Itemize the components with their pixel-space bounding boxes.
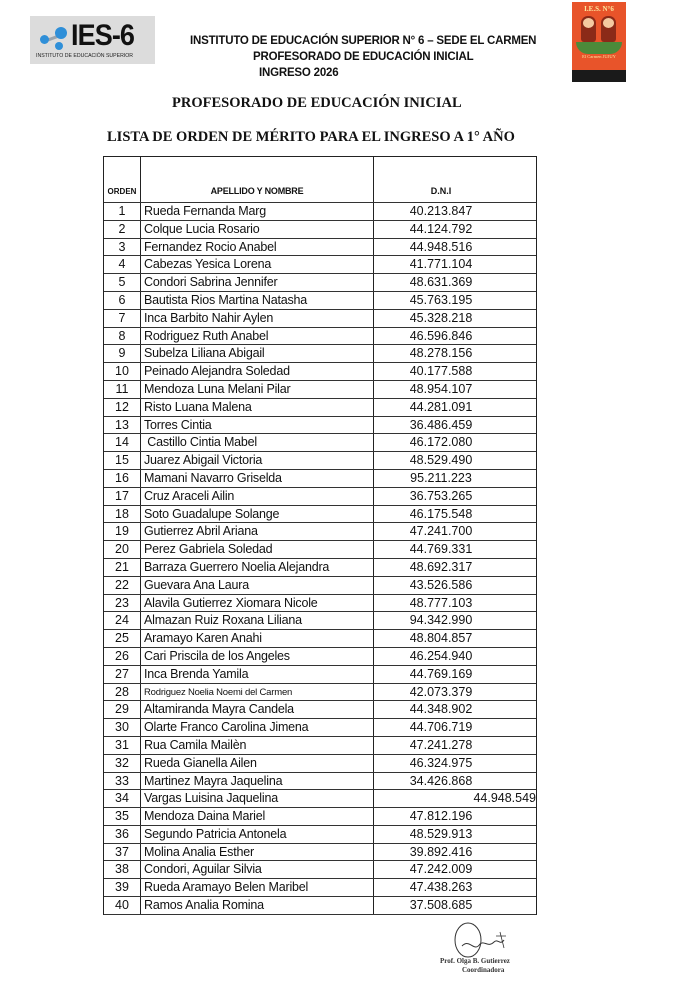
- orden-cell: 26: [104, 648, 141, 665]
- dni-cell: 42.073.379: [409, 684, 473, 699]
- table-row: [104, 701, 536, 719]
- table-row: [104, 808, 536, 826]
- table-header-row: [104, 157, 536, 203]
- crest-caption: El Carmen JUJUY: [582, 54, 616, 59]
- nombre-cell: Olarte Franco Carolina Jimena: [141, 719, 374, 736]
- dni-cell: 36.486.459: [409, 417, 473, 432]
- dni-cell: 95.211.223: [410, 470, 472, 485]
- nombre-cell: Vargas Luisina Jaquelina: [141, 790, 374, 807]
- table-row: [104, 541, 536, 559]
- dni-cell: 44.124.792: [409, 221, 473, 236]
- nombre-cell: Inca Brenda Yamila: [141, 666, 374, 683]
- program-name: PROFESORADO DE EDUCACIÓN INICIAL: [253, 51, 474, 63]
- table-row: [104, 790, 536, 808]
- dni-cell: 47.812.196: [409, 809, 473, 824]
- orden-cell: 13: [104, 417, 141, 434]
- nombre-cell: Condori, Aguilar Silvia: [141, 861, 374, 878]
- table-row: [104, 648, 536, 666]
- nombre-cell: Cruz Araceli Ailin: [141, 488, 374, 505]
- table-row: [104, 434, 536, 452]
- children-illustration-icon: [581, 16, 617, 44]
- nombre-cell: Mendoza Daina Mariel: [141, 808, 374, 825]
- nombre-cell: Martinez Mayra Jaquelina: [141, 773, 374, 790]
- nombre-cell: Rueda Gianella Ailen: [141, 755, 374, 772]
- nombre-cell: Perez Gabriela Soledad: [141, 541, 374, 558]
- orden-cell: 17: [104, 488, 141, 505]
- table-row: [104, 470, 536, 488]
- dni-cell: 44.769.169: [409, 666, 473, 681]
- nombre-cell: Rueda Aramayo Belen Maribel: [141, 879, 374, 896]
- orden-cell: 16: [104, 470, 141, 487]
- crest-base: [572, 70, 626, 82]
- orden-cell: 36: [104, 826, 141, 843]
- orden-cell: 39: [104, 879, 141, 896]
- dni-cell: 94.342.990: [409, 613, 473, 628]
- orden-cell: 40: [104, 897, 141, 914]
- table-row: [104, 292, 536, 310]
- table-row: [104, 559, 536, 577]
- column-header-dni: D.N.I: [430, 186, 452, 196]
- table-row: [104, 523, 536, 541]
- table-row: [104, 452, 536, 470]
- dni-cell: 39.892.416: [409, 844, 473, 859]
- orden-cell: 21: [104, 559, 141, 576]
- nombre-cell: Mendoza Luna Melani Pilar: [141, 381, 374, 398]
- orden-cell: 28: [104, 684, 141, 701]
- table-row: [104, 239, 536, 257]
- table-row: [104, 577, 536, 595]
- orden-cell: 15: [104, 452, 141, 469]
- orden-cell: 2: [104, 221, 141, 238]
- nombre-cell: Condori Sabrina Jennifer: [141, 274, 374, 291]
- admission-year: INGRESO 2026: [259, 67, 339, 79]
- orden-cell: 18: [104, 506, 141, 523]
- nombre-cell: Bautista Rios Martina Natasha: [141, 292, 374, 309]
- orden-cell: 12: [104, 399, 141, 416]
- orden-cell: 34: [104, 790, 141, 807]
- table-row: [104, 310, 536, 328]
- orden-cell: 29: [104, 701, 141, 718]
- orden-cell: 1: [104, 203, 141, 220]
- orden-cell: 14: [104, 434, 141, 451]
- dni-cell: 44.769.331: [409, 542, 473, 557]
- dni-cell: 41.771.104: [409, 257, 473, 272]
- dni-cell: 46.324.975: [409, 755, 473, 770]
- dni-cell: 46.254.940: [409, 648, 473, 663]
- dni-cell: 48.777.103: [409, 595, 473, 610]
- table-row: [104, 363, 536, 381]
- table-row: [104, 203, 536, 221]
- table-row: [104, 737, 536, 755]
- dni-cell: 45.328.218: [409, 310, 473, 325]
- dni-cell: 48.529.913: [409, 826, 473, 841]
- dni-cell: 48.631.369: [409, 275, 473, 290]
- table-row: [104, 274, 536, 292]
- table-row: [104, 256, 536, 274]
- table-row: [104, 328, 536, 346]
- orden-cell: 6: [104, 292, 141, 309]
- nombre-cell: Cari Priscila de los Angeles: [141, 648, 374, 665]
- nombre-cell: Barraza Guerrero Noelia Alejandra: [141, 559, 374, 576]
- table-row: [104, 684, 536, 702]
- dni-cell: 46.596.846: [409, 328, 473, 343]
- nombre-cell: Cabezas Yesica Lorena: [141, 256, 374, 273]
- dni-cell: 40.213.847: [409, 204, 473, 218]
- nombre-cell: Mamani Navarro Griselda: [141, 470, 374, 487]
- logo-dot-icon: [55, 27, 67, 39]
- dni-cell: 47.242.009: [409, 862, 473, 877]
- table-row: [104, 221, 536, 239]
- dni-cell: 48.804.857: [409, 631, 473, 646]
- orden-cell: 10: [104, 363, 141, 380]
- orden-cell: 9: [104, 345, 141, 362]
- column-header-nombre: APELLIDO Y NOMBRE: [141, 157, 374, 202]
- table-row: [104, 773, 536, 791]
- nombre-cell: Juarez Abigail Victoria: [141, 452, 374, 469]
- dni-cell: 44.348.902: [409, 702, 473, 717]
- orden-cell: 3: [104, 239, 141, 256]
- orden-cell: 19: [104, 523, 141, 540]
- table-row: [104, 844, 536, 862]
- logo-dot-icon: [40, 35, 49, 44]
- dni-cell: 40.177.588: [409, 364, 473, 379]
- table-row: [104, 861, 536, 879]
- orden-cell: 8: [104, 328, 141, 345]
- nombre-cell: Castillo Cintia Mabel: [141, 434, 374, 451]
- ies6-logo: [30, 16, 155, 64]
- nombre-cell: Guevara Ana Laura: [141, 577, 374, 594]
- orden-cell: 31: [104, 737, 141, 754]
- institution-name: INSTITUTO DE EDUCACIÓN SUPERIOR N° 6 – SEDE EL CARMEN: [190, 35, 537, 47]
- nombre-cell: Aramayo Karen Anahi: [141, 630, 374, 647]
- nombre-cell: Fernandez Rocio Anabel: [141, 239, 374, 256]
- table-row: [104, 879, 536, 897]
- table-row: [104, 612, 536, 630]
- dni-cell: 45.763.195: [409, 292, 473, 307]
- logo-dot-icon: [55, 42, 63, 50]
- orden-cell: 25: [104, 630, 141, 647]
- orden-cell: 30: [104, 719, 141, 736]
- nombre-cell: Peinado Alejandra Soledad: [141, 363, 374, 380]
- dni-cell: 44.948.516: [409, 239, 473, 254]
- hands-icon: [576, 42, 622, 54]
- dni-cell: 34.426.868: [409, 773, 473, 788]
- nombre-cell: Altamiranda Mayra Candela: [141, 701, 374, 718]
- table-row: [104, 399, 536, 417]
- nombre-cell: Rodriguez Ruth Anabel: [141, 328, 374, 345]
- crest-title: I.E.S. N°6: [584, 5, 614, 13]
- orden-cell: 5: [104, 274, 141, 291]
- dni-cell: 43.526.586: [409, 577, 473, 592]
- nombre-cell: Rueda Fernanda Marg: [141, 203, 374, 220]
- dni-cell: 48.954.107: [409, 381, 473, 396]
- orden-cell: 38: [104, 861, 141, 878]
- dni-cell: 48.692.317: [409, 559, 473, 574]
- dni-cell: 44.706.719: [409, 720, 473, 735]
- table-row: [104, 666, 536, 684]
- nombre-cell: Ramos Analia Romina: [141, 897, 374, 914]
- orden-cell: 35: [104, 808, 141, 825]
- table-row: [104, 417, 536, 435]
- nombre-cell: Subelza Liliana Abigail: [141, 345, 374, 362]
- table-row: [104, 506, 536, 524]
- table-row: [104, 345, 536, 363]
- dni-cell: 47.241.700: [409, 524, 473, 539]
- dni-cell: 36.753.265: [409, 488, 473, 503]
- column-header-orden: ORDEN: [104, 157, 141, 202]
- table-row: [104, 595, 536, 613]
- table-row: [104, 488, 536, 506]
- nombre-cell: Gutierrez Abril Ariana: [141, 523, 374, 540]
- dni-cell: 46.175.548: [409, 506, 473, 521]
- dni-cell: 47.241.278: [409, 737, 473, 752]
- nombre-cell: Molina Analia Esther: [141, 844, 374, 861]
- nombre-cell: Almazan Ruiz Roxana Liliana: [141, 612, 374, 629]
- orden-cell: 23: [104, 595, 141, 612]
- orden-cell: 22: [104, 577, 141, 594]
- nombre-cell: Rua Camila Mailèn: [141, 737, 374, 754]
- table-row: [104, 755, 536, 773]
- orden-cell: 33: [104, 773, 141, 790]
- orden-cell: 7: [104, 310, 141, 327]
- orden-cell: 11: [104, 381, 141, 398]
- signatory-role: Coordinadora: [462, 966, 505, 974]
- dni-cell: 48.529.490: [409, 453, 473, 468]
- dni-cell: 47.438.263: [409, 880, 473, 895]
- ies-n6-crest-logo: [572, 2, 626, 82]
- list-title: LISTA DE ORDEN DE MÉRITO PARA EL INGRESO A 1° AÑO: [107, 129, 515, 145]
- table-row: [104, 897, 536, 915]
- nombre-cell: Torres Cintia: [141, 417, 374, 434]
- table-row: [104, 630, 536, 648]
- program-title: PROFESORADO DE EDUCACIÓN INICIAL: [172, 95, 462, 111]
- dni-cell: 46.172.080: [409, 435, 473, 450]
- table-body: [104, 203, 536, 915]
- table-row: [104, 826, 536, 844]
- logo-brand-text: IES-6: [71, 19, 135, 52]
- nombre-cell: Colque Lucia Rosario: [141, 221, 374, 238]
- nombre-cell: Segundo Patricia Antonela: [141, 826, 374, 843]
- dni-cell: 44.948.549: [473, 791, 536, 806]
- orden-cell: 27: [104, 666, 141, 683]
- orden-cell: 32: [104, 755, 141, 772]
- dni-cell: 44.281.091: [409, 399, 473, 414]
- dni-cell: 37.508.685: [409, 898, 473, 913]
- dni-cell: 48.278.156: [409, 346, 473, 361]
- orden-cell: 20: [104, 541, 141, 558]
- orden-cell: 24: [104, 612, 141, 629]
- nombre-cell: Rodriguez Noelia Noemi del Carmen: [141, 684, 374, 701]
- logo-subtitle: INSTITUTO DE EDUCACIÓN SUPERIOR: [36, 53, 134, 59]
- merit-list-table: [103, 156, 537, 915]
- nombre-cell: Inca Barbito Nahir Aylen: [141, 310, 374, 327]
- table-row: [104, 719, 536, 737]
- nombre-cell: Alavila Gutierrez Xiomara Nicole: [141, 595, 374, 612]
- table-row: [104, 381, 536, 399]
- nombre-cell: Risto Luana Malena: [141, 399, 374, 416]
- orden-cell: 4: [104, 256, 141, 273]
- signatory-name: Prof. Olga B. Gutierrez: [440, 957, 510, 965]
- orden-cell: 37: [104, 844, 141, 861]
- nombre-cell: Soto Guadalupe Solange: [141, 506, 374, 523]
